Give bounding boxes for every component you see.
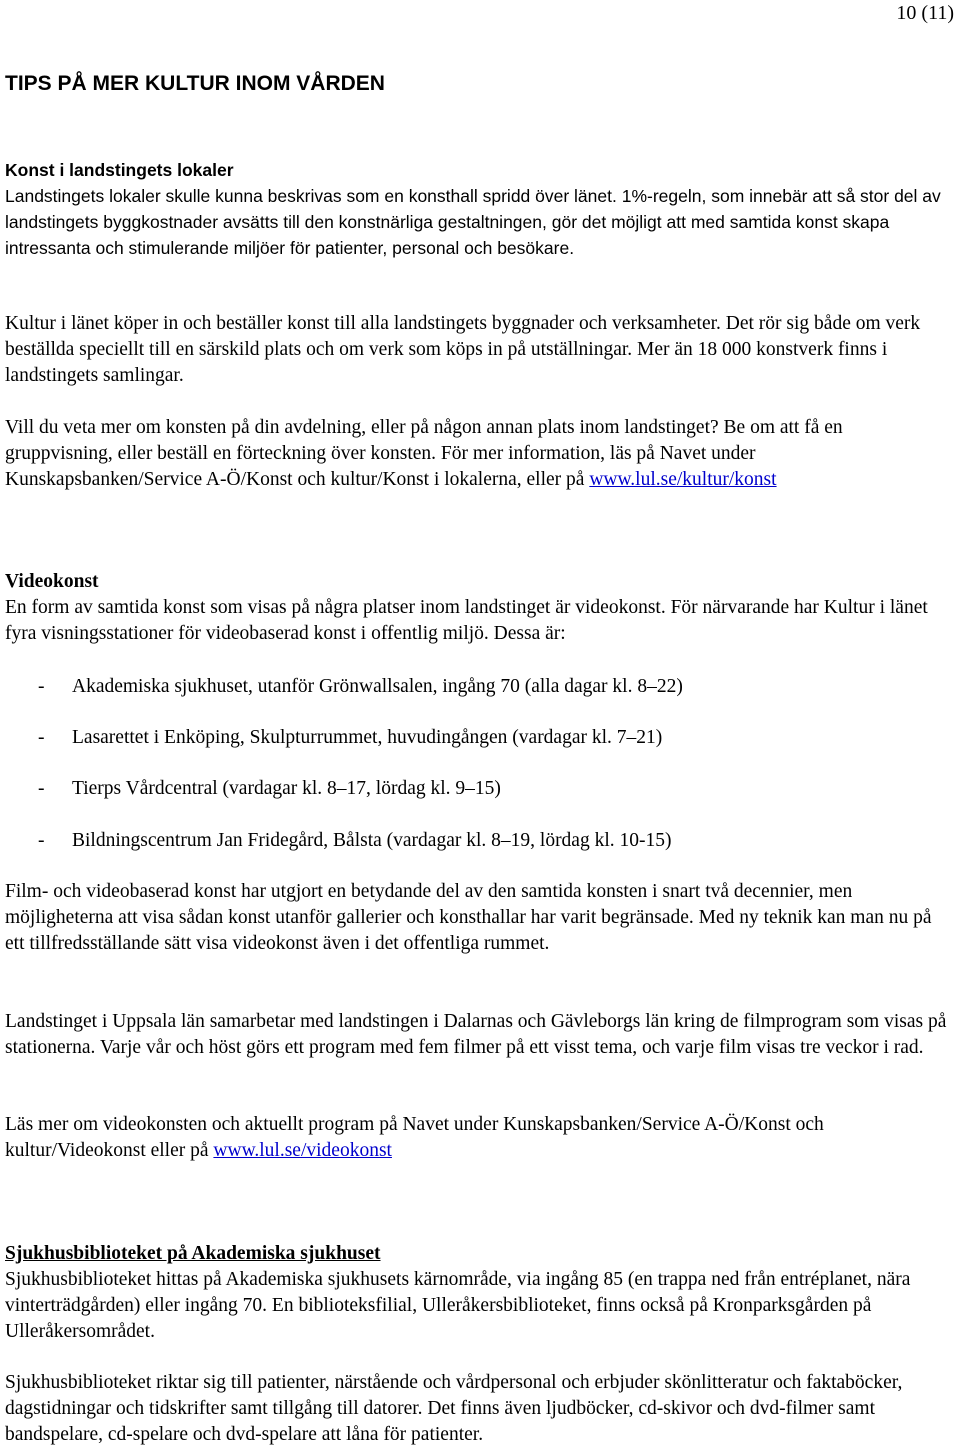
paragraph-konst-1: Landstingets lokaler skulle kunna beskrivas som en konsthall spridd över länet. 1%-regeln, som innebär att så stor del av landstingets byggkostnader avsätts till den konstnärliga gestaltningen, gör det möjligt att med samtida konst skapa intressanta och stimulerande miljöer för patienter, personal och besökare.: [5, 186, 941, 258]
link-videokonst[interactable]: www.lul.se/videokonst: [213, 1140, 392, 1161]
paragraph-videokonst-4-text: Läs mer om videokonsten och aktuellt program på Navet under Kunskapsbanken/Service A-Ö/Konst och kultur/Videokonst eller på: [5, 1114, 824, 1161]
list-item-text: Tierps Vårdcentral (vardagar kl. 8–17, lördag kl. 9–15): [72, 778, 501, 799]
list-marker: -: [38, 778, 45, 799]
list-item: [5, 674, 683, 700]
page-number: 10 (11): [896, 2, 954, 24]
list-item: [5, 725, 662, 751]
paragraph-bibliotek-1: Sjukhusbiblioteket hittas på Akademiska sjukhusets kärnområde, via ingång 85 (en trappa ned från entréplanet, nära vinterträdgården) eller ingång 70. En biblioteksfilial, Ulleråkersbiblioteket, finns också på Kronparksgården på Ulleråkersområdet.: [5, 1269, 911, 1342]
section-heading-bibliotek: Sjukhusbiblioteket på Akademiska sjukhuset: [5, 1243, 381, 1264]
list-marker: -: [38, 676, 45, 697]
list-item-text: Lasarettet i Enköping, Skulpturrummet, huvudingången (vardagar kl. 7–21): [72, 727, 663, 748]
paragraph-bibliotek-2-block: [5, 1370, 955, 1448]
paragraph-videokonst-3: Landstinget i Uppsala län samarbetar med landstingen i Dalarnas och Gävleborgs län kring de filmprogram som visas på stationerna. Varje vår och höst görs ett program med fem filmer på ett visst tema, och varje film visas tre veckor i rad.: [5, 1011, 947, 1058]
paragraph-konst-3-block: [5, 415, 955, 493]
paragraph-konst-3: [5, 415, 955, 493]
section-heading-konst: Konst i landstingets lokaler: [5, 160, 234, 180]
paragraph-videokonst-2: Film- och videobaserad konst har utgjort en betydande del av den samtida konsten i snart två decennier, men möjligheterna att visa sådan konst utanför gallerier och konsthallar har varit begränsade. Med ny teknik kan man nu på ett tillfredsställande sätt visa videokonst även i det offentliga rummet.: [5, 881, 932, 954]
link-kultur-konst[interactable]: www.lul.se/kultur/konst: [589, 469, 777, 490]
list-marker: -: [38, 727, 45, 748]
paragraph-videokonst-4: [5, 1112, 955, 1164]
section-bibliotek: [5, 1241, 955, 1345]
section-videokonst: [5, 569, 955, 647]
paragraph-videokonst-2-block: [5, 879, 955, 957]
paragraph-videokonst-1: En form av samtida konst som visas på några platser inom landstinget är videokonst. För närvarande har Kultur i länet fyra visningsstationer för videobaserad konst i offentlig miljö. Dessa är:: [5, 597, 928, 644]
list-item: [5, 776, 501, 802]
page-title: TIPS PÅ MER KULTUR INOM VÅRDEN: [5, 72, 385, 95]
paragraph-konst-3-text: Vill du veta mer om konsten på din avdelning, eller på någon annan plats inom landstinget? Be om att få en gruppvisning, eller beställ en förteckning över konsten. För mer information, läs på Navet under Kunskapsbanken/Service A-Ö/Konst och kultur/Konst i lokalerna, eller på: [5, 417, 843, 490]
list-item: [5, 828, 672, 854]
paragraph-videokonst-4-block: [5, 1112, 955, 1164]
paragraph-konst-2: Kultur i länet köper in och beställer konst till alla landstingets byggnader och verksamheter. Det rör sig både om verk beställda speciellt till en särskild plats och om verk som köps in på utställningar. Mer än 18 000 konstverk finns i landstingets samlingar.: [5, 313, 921, 386]
section-konst: [5, 157, 955, 261]
section-heading-videokonst: Videokonst: [5, 571, 99, 592]
list-marker: -: [38, 830, 45, 851]
paragraph-videokonst-3-block: [5, 1009, 955, 1061]
paragraph-konst-2-block: [5, 311, 955, 389]
list-item-text: Bildningscentrum Jan Fridegård, Bålsta (vardagar kl. 8–19, lördag kl. 10-15): [72, 830, 672, 851]
list-item-text: Akademiska sjukhuset, utanför Grönwallsalen, ingång 70 (alla dagar kl. 8–22): [72, 676, 683, 697]
paragraph-bibliotek-2: Sjukhusbiblioteket riktar sig till patienter, närstående och vårdpersonal och erbjuder skönlitteratur och faktaböcker, dagstidningar och tidskrifter samt tillgång till datorer. Det finns även ljudböcker, cd-skivor och dvd-filmer samt bandspelare, cd-spelare och dvd-spelare att låna för patienter.: [5, 1372, 903, 1445]
